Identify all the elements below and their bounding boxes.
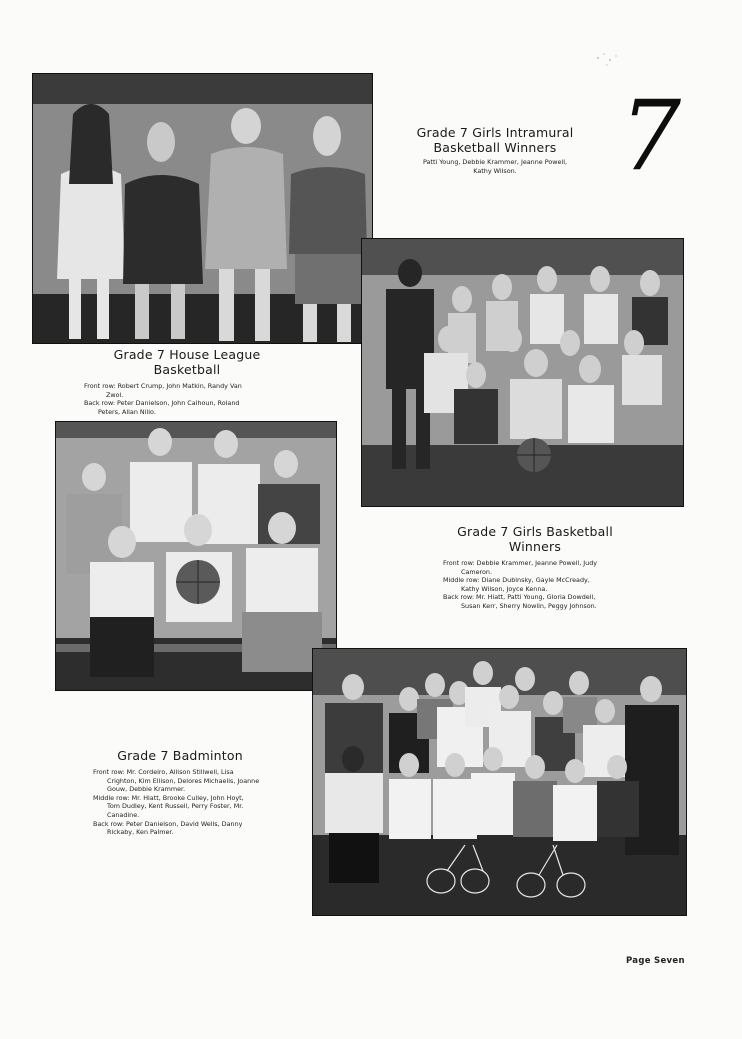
photo-house-league (55, 421, 337, 691)
paper-speck-mark (594, 48, 622, 70)
names-house-league: Front row: Robert Crump, John Matkin, Randy Van Zwol. Back row: Peter Danielson, John Calhoun, Roland Peters, Allan Nillo. (84, 382, 242, 416)
section-title: Grade 7 House League Basketball (113, 347, 261, 377)
names-badminton: Front row: Mr. Cordeiro, Allison Stillwell, Lisa Crighton, Kim Ellison, Delores Michaelis, Joanne Gouw, Debbie Krammer. Middle row: Mr. Hiatt, Brooke Culley, John Hoyt, Tom Dudley, Kent Russell, Perry Foster, Mr. Canadine. Back row: Peter Danielson, David Wells, Danny Rickaby, Ken Palmer. (93, 768, 260, 837)
caption-badminton (90, 748, 270, 763)
page-footer-label: Page Seven (626, 956, 685, 966)
caption-intramural (400, 125, 590, 175)
caption-house-league (72, 347, 302, 377)
section-title: Grade 7 Badminton (117, 748, 243, 763)
caption-girls-basketball (440, 524, 630, 554)
photo-intramural-winners (32, 73, 373, 344)
photo-badminton (312, 648, 687, 916)
page-number-large: 7 (620, 80, 682, 192)
names-list: Patti Young, Debbie Krammer, Jeanne Powell, Kathy Wilson. (422, 158, 568, 175)
photo-girls-basketball (361, 238, 684, 507)
section-title: Grade 7 Girls Intramural Basketball Winners (416, 125, 574, 155)
section-title: Grade 7 Girls Basketball Winners (457, 524, 613, 554)
names-girls-basketball: Front row: Debbie Krammer, Jeanne Powell, Judy Cameron. Middle row: Diane Dubinsky, Gayle McCready, Kathy Wilson, Joyce Kenna. Back row: Mr. Hiatt, Patti Young, Gloria Dowdell, Susan Kerr, Sherry Nowlin, Peggy Johnson. (443, 559, 598, 610)
